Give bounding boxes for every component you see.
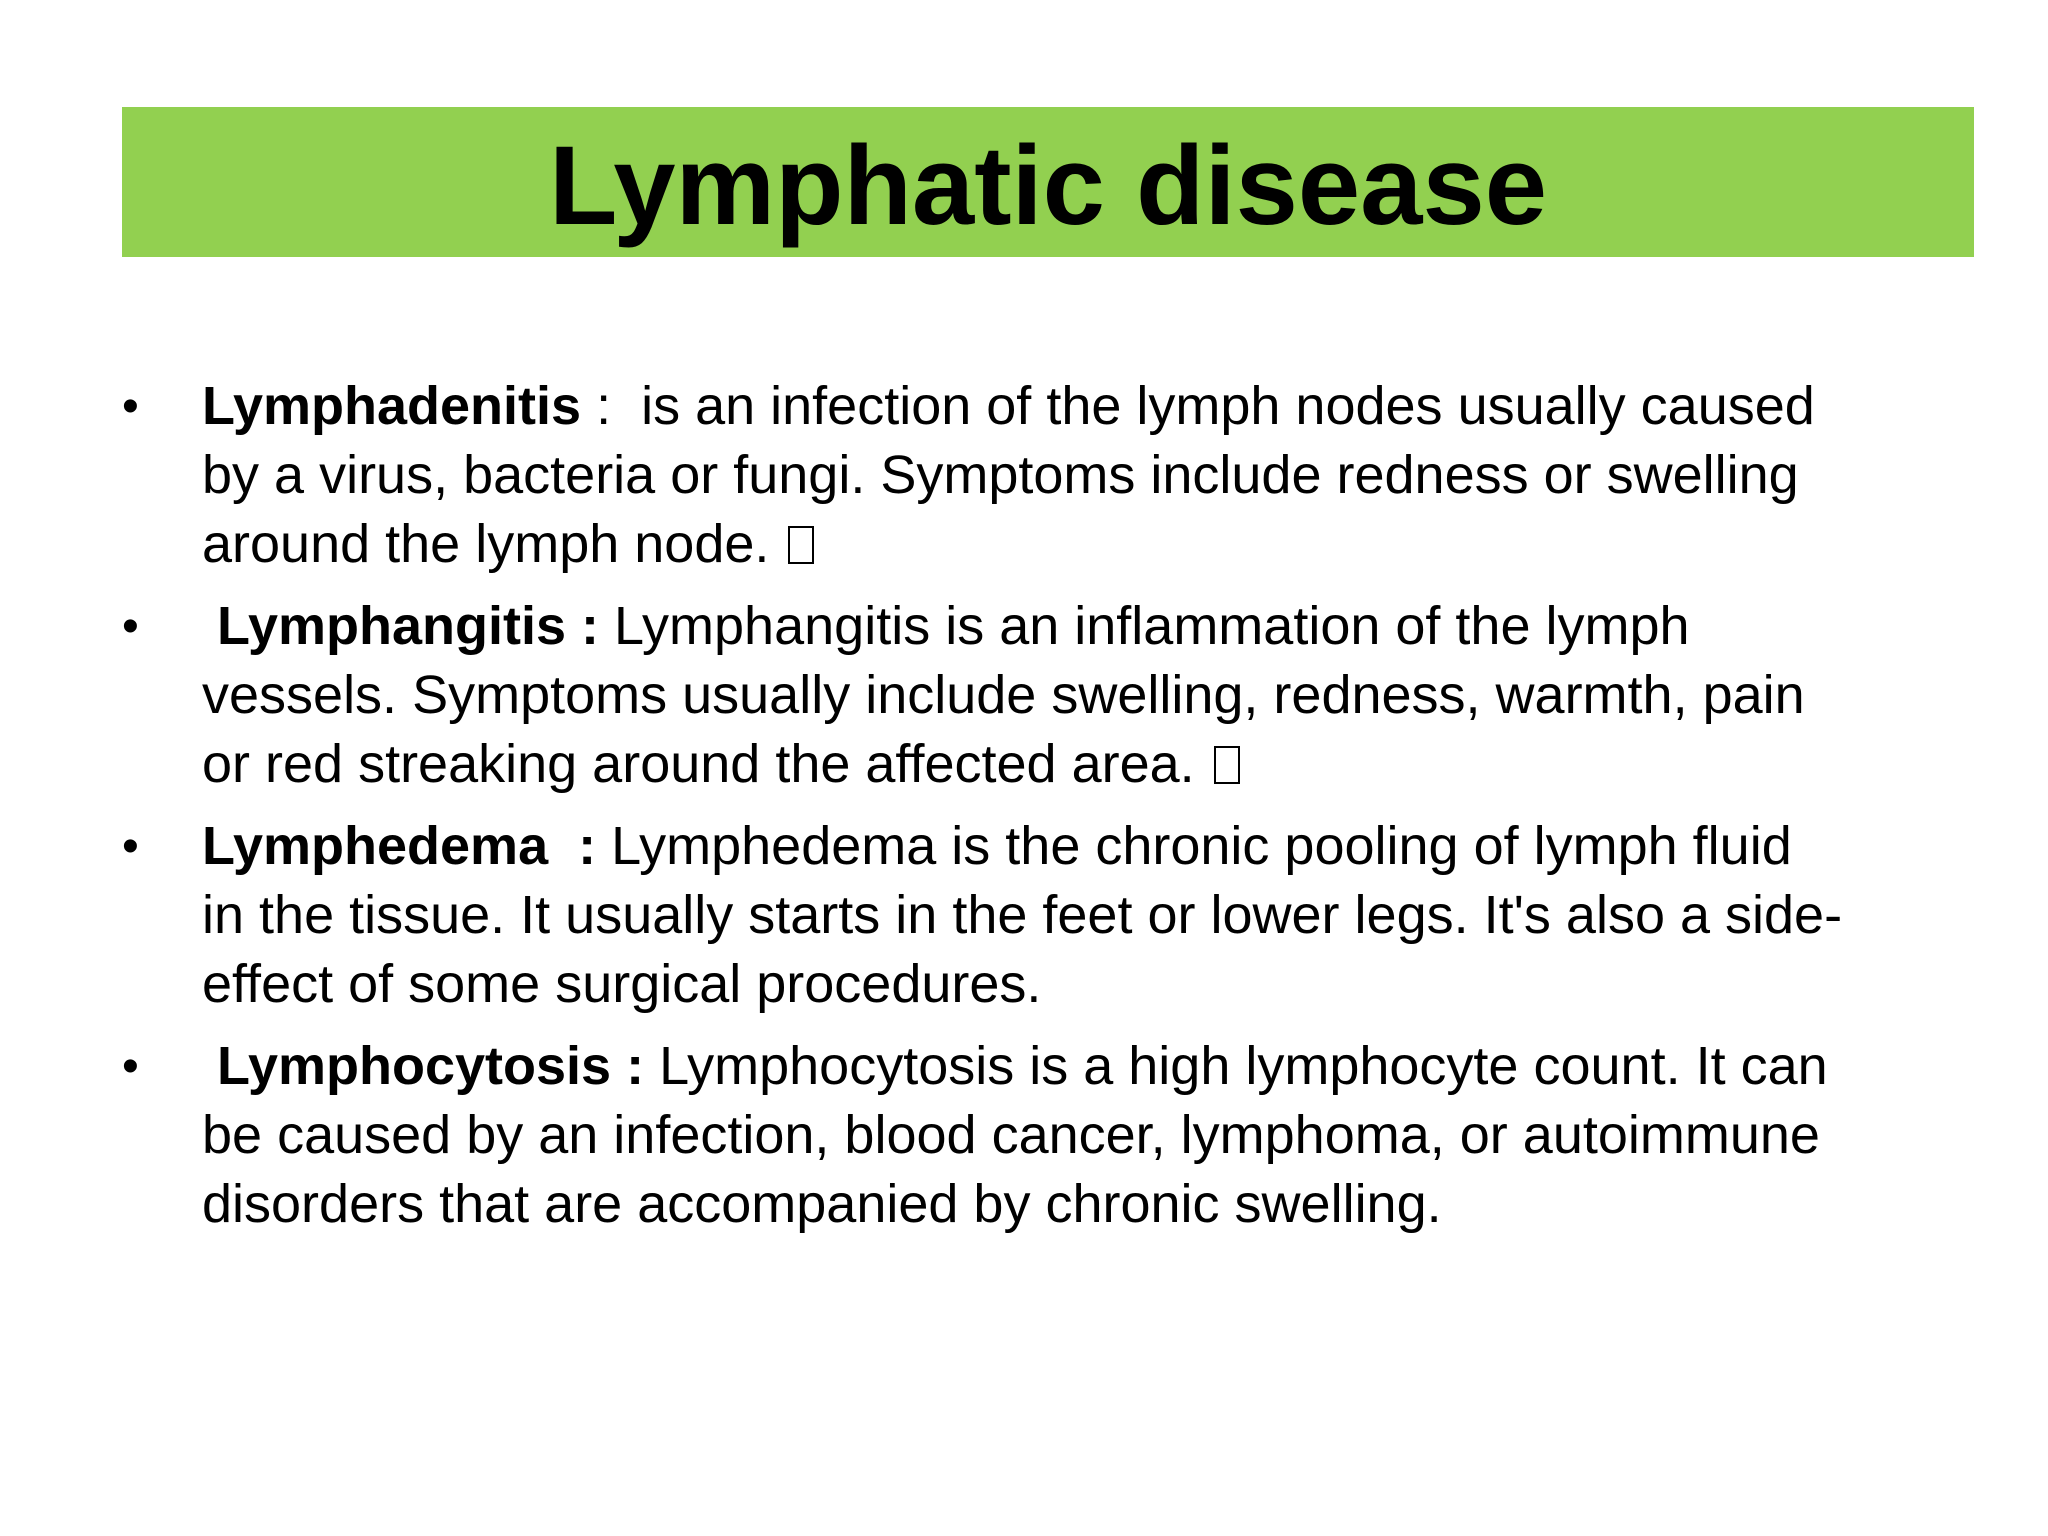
slide-title: Lymphatic disease (548, 123, 1548, 248)
bullet-item-lymphangitis (122, 592, 1974, 799)
term-label: Lymphangitis : (202, 596, 600, 656)
definition-text: Lymphocytosis is a high lymphocyte count. It can (644, 1036, 1828, 1096)
term-separator: : (581, 376, 642, 436)
definition-text: vessels. Symptoms usually include swelling, redness, warmth, pain (202, 665, 1805, 725)
missing-glyph-icon (788, 526, 814, 564)
definition-text: effect of some surgical procedures. (202, 954, 1042, 1014)
bullet-item-lymphadenitis (122, 372, 1974, 579)
bullet-line (202, 372, 1974, 441)
bullet-marker: • (122, 380, 139, 433)
definition-text: in the tissue. It usually starts in the feet or lower legs. It's also a side- (202, 885, 1843, 945)
missing-glyph-icon (1214, 746, 1240, 784)
definition-text: or red streaking around the affected area. (202, 734, 1210, 794)
bullet-marker: • (122, 820, 139, 873)
bullet-item-lymphedema (122, 812, 1974, 1019)
definition-text: by a virus, bacteria or fungi. Symptoms include redness or swelling (202, 445, 1799, 505)
bullet-item-lymphocytosis (122, 1032, 1974, 1239)
bullet-marker: • (122, 600, 139, 653)
bullet-line (202, 730, 1974, 799)
definition-text: Lymphangitis is an inflammation of the lymph (599, 596, 1690, 656)
term-label: Lymphocytosis : (202, 1036, 645, 1096)
definition-text: disorders that are accompanied by chronic swelling. (202, 1174, 1442, 1234)
title-band (122, 107, 1974, 257)
definition-text: be caused by an infection, blood cancer, lymphoma, or autoimmune (202, 1105, 1820, 1165)
term-label: Lymphedema : (202, 816, 597, 876)
definition-text: is an infection of the lymph nodes usually caused (641, 376, 1815, 436)
bullet-line (202, 592, 1974, 661)
bullet-line (202, 812, 1974, 881)
definition-text: around the lymph node. (202, 514, 785, 574)
bullet-marker: • (122, 1040, 139, 1093)
bullet-list (122, 372, 1974, 1252)
bullet-line (202, 510, 1974, 579)
definition-text: Lymphedema is the chronic pooling of lymph fluid (596, 816, 1792, 876)
term-label: Lymphadenitis (202, 376, 582, 436)
bullet-line (202, 1032, 1974, 1101)
